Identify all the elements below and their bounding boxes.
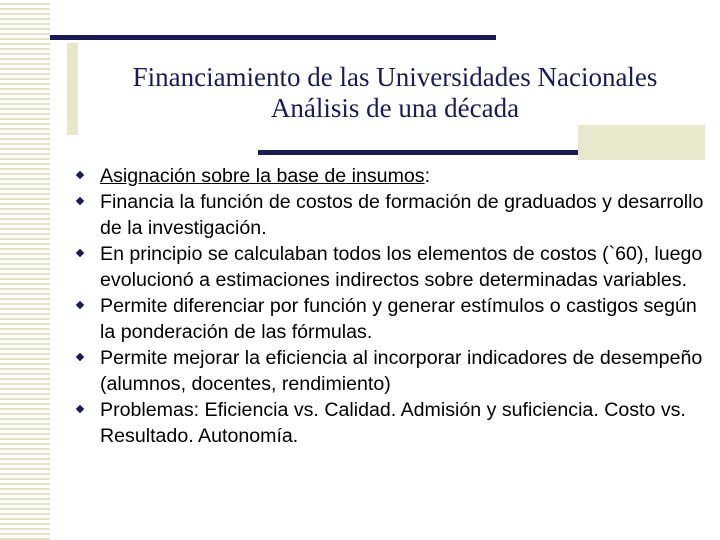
bullet-text: Permite mejorar la eficiencia al incorporar indicadores de desempeño (alumnos, docentes, rendimiento) — [100, 347, 703, 395]
diamond-bullet-icon — [76, 353, 84, 361]
bullet-list — [72, 163, 712, 449]
list-item — [72, 345, 712, 397]
list-item — [72, 163, 712, 189]
diamond-bullet-icon — [76, 405, 84, 413]
diamond-bullet-icon — [76, 197, 84, 205]
list-item — [72, 293, 712, 345]
slide-title — [70, 62, 720, 124]
diamond-bullet-icon — [76, 171, 84, 179]
striped-margin-decoration — [0, 0, 50, 540]
diamond-bullet-icon — [76, 249, 84, 257]
bullet-text: Financia la función de costos de formación de graduados y desarrollo de la investigación. — [100, 191, 704, 239]
slide-title-line-2: Análisis de una década — [270, 93, 520, 123]
corner-accent-block — [578, 125, 705, 160]
list-item — [72, 241, 712, 293]
bullet-text: : — [424, 165, 431, 187]
bullet-lead-text: Asignación sobre la base de insumos — [100, 165, 425, 187]
bullet-text: En principio se calculaban todos los elementos de costos (`60), luego evolucionó a estimaciones indirectos sobre determinadas variables. — [100, 243, 703, 291]
slide-title-line-1: Financiamiento de las Universidades Nacionales — [132, 62, 658, 92]
bullet-text: Problemas: Eficiencia vs. Calidad. Admisión y suficiencia. Costo vs. Resultado. Autonomía. — [100, 399, 686, 447]
diamond-bullet-icon — [76, 301, 84, 309]
top-accent-bar — [50, 35, 496, 40]
list-item — [72, 397, 712, 449]
list-item — [72, 189, 712, 241]
bullet-text: Permite diferenciar por función y generar estímulos o castigos según la ponderación de las fórmulas. — [100, 295, 697, 343]
